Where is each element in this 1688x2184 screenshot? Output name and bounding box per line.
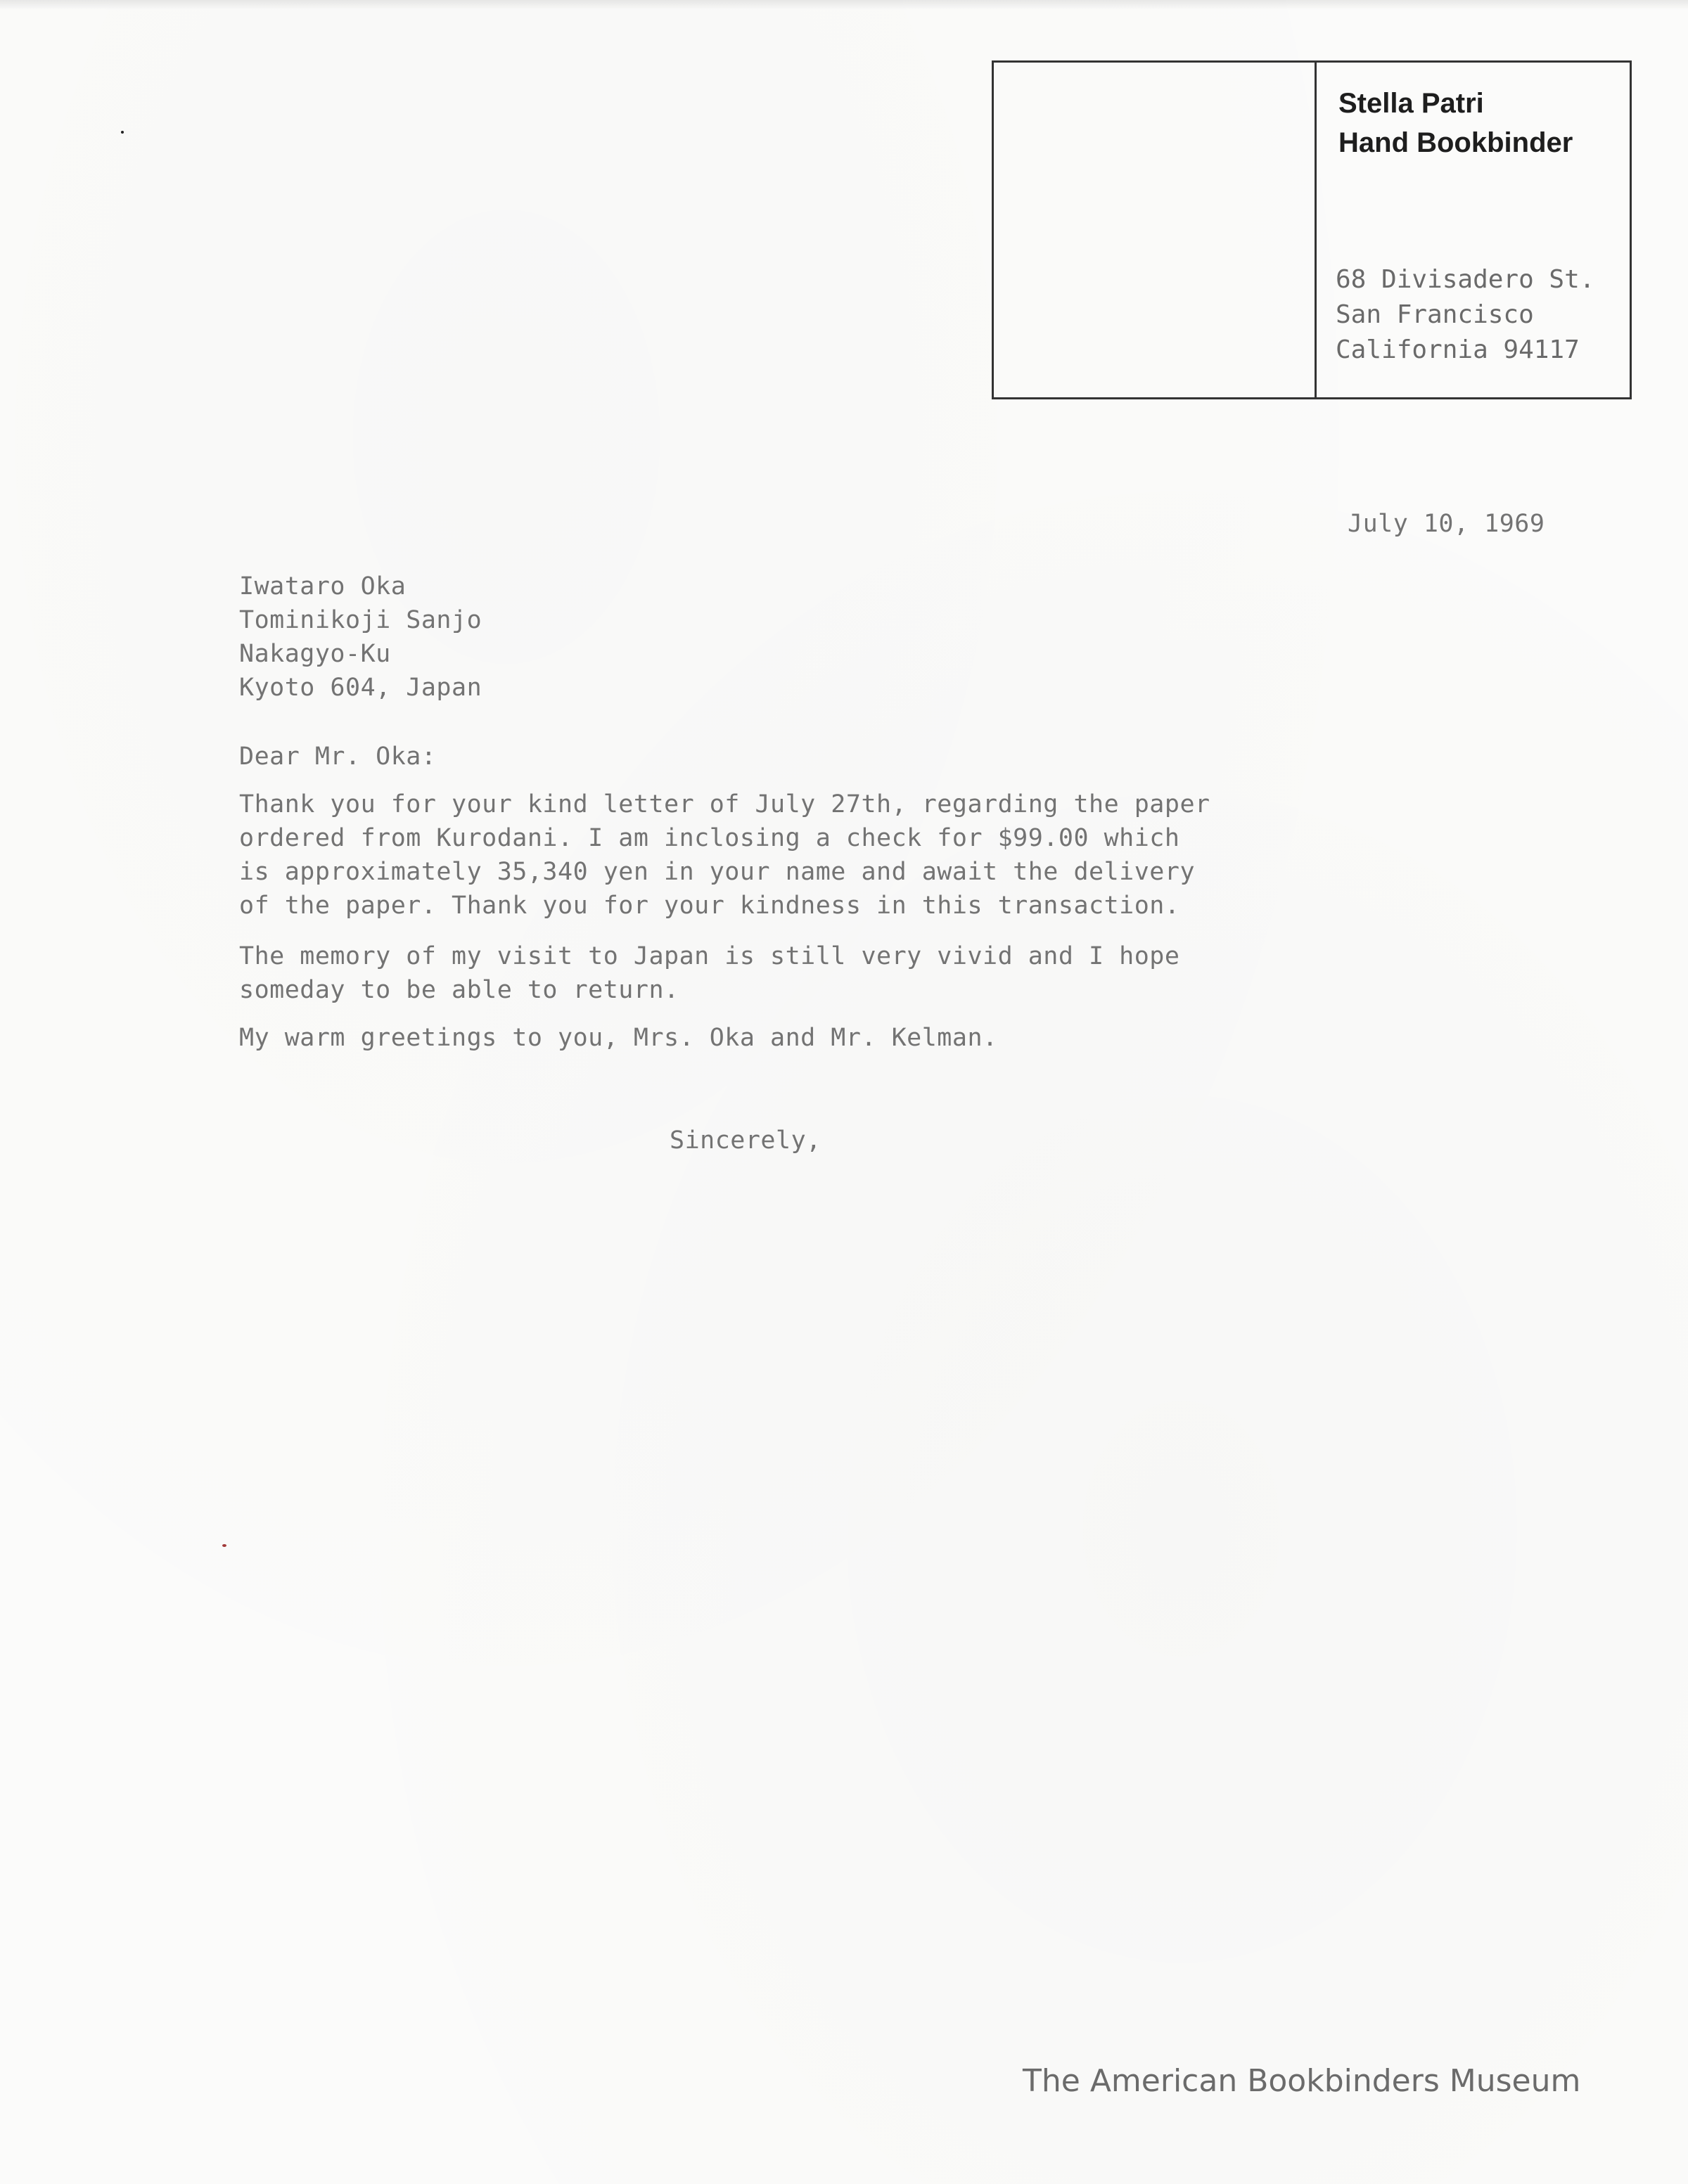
body-line: is approximately 35,340 yen in your name and await the delivery (239, 858, 1196, 886)
body-line: Thank you for your kind letter of July 27th, regarding the paper (239, 790, 1210, 818)
closing: Sincerely, (670, 1126, 821, 1155)
salutation: Dear Mr. Oka: (239, 743, 437, 771)
body-paragraph-3 (239, 1021, 998, 1055)
letterhead-name-line: Stella Patri (1338, 88, 1484, 119)
body-line: The memory of my visit to Japan is still very vivid and I hope (239, 942, 1180, 970)
body-line: of the paper. Thank you for your kindness in this transaction. (239, 892, 1180, 920)
body-paragraph-2 (239, 939, 1179, 1007)
recipient-address (239, 570, 482, 705)
letterhead-address (1336, 262, 1594, 368)
museum-watermark: The American Bookbinders Museum (1023, 2063, 1581, 2099)
recipient-line: Nakagyo-Ku (239, 640, 391, 668)
letterhead-box (992, 60, 1632, 399)
letterhead-title-line: Hand Bookbinder (1338, 127, 1573, 158)
body-line: someday to be able to return. (239, 976, 679, 1004)
body-line: My warm greetings to you, Mrs. Oka and Mr. Kelman. (239, 1024, 998, 1052)
body-paragraph-1 (239, 788, 1210, 923)
letterhead-name (1338, 84, 1573, 162)
letterhead-address-city: San Francisco (1336, 300, 1534, 329)
letterhead-address-state-zip: California 94117 (1336, 335, 1580, 364)
letterhead-divider (1315, 63, 1317, 397)
paper-speck (222, 1544, 226, 1547)
letter-date: July 10, 1969 (1348, 510, 1545, 538)
paper-speck (121, 131, 124, 134)
recipient-line: Iwataro Oka (239, 572, 407, 600)
letterhead-address-street: 68 Divisadero St. (1336, 265, 1595, 294)
page-edge-shadow (0, 0, 1688, 10)
recipient-line: Kyoto 604, Japan (239, 674, 482, 702)
recipient-line: Tominikoji Sanjo (239, 606, 482, 634)
body-line: ordered from Kurodani. I am inclosing a check for $99.00 which (239, 824, 1180, 852)
